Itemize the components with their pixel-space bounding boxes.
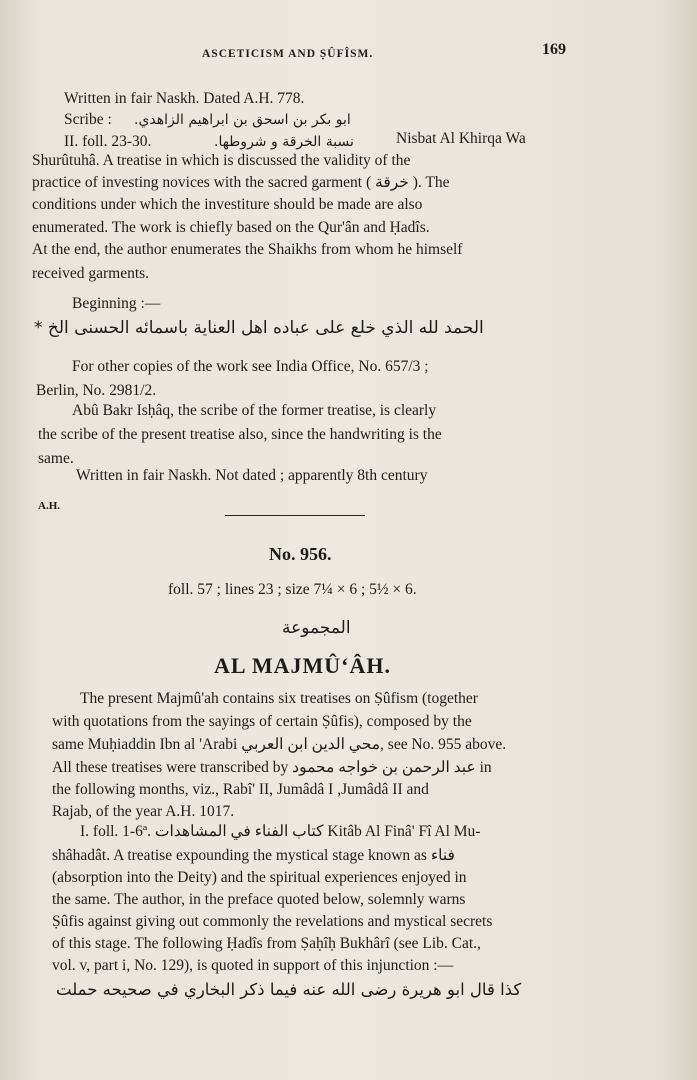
collation: foll. 57 ; lines 23 ; size 7¼ × 6 ; 5½ × 6. [168, 581, 417, 598]
intro-line: the following months, viz., Rabî' II, Jumâdâ I ,Jumâdâ II and [52, 781, 429, 798]
para-line: received garments. [32, 265, 150, 282]
treatise-ii-ref: II. foll. 23-30. [64, 133, 152, 150]
para-line: practice of investing novices with the sacred garment ( خرقة ). The [32, 174, 450, 191]
treatise-i-line: I. foll. 1-6ª. كتاب الفناء في المشاهدات Kitâb Al Finâ' Fî Al Mu- [80, 823, 481, 840]
arabic-title: المجموعة [282, 618, 351, 638]
written-note-2: Written in fair Naskh. Not dated ; apparently 8th century [76, 467, 428, 484]
scribe-label: Scribe : [64, 111, 112, 128]
para-line: At the end, the author enumerates the Shaikhs from whom he himself [32, 241, 463, 258]
running-title: ASCETICISM AND ṢÛFÎSM. [202, 48, 374, 60]
para-line: enumerated. The work is chiefly based on the Qur'ân and Ḥadîs. [32, 219, 430, 236]
entry-number: No. 956. [269, 544, 332, 564]
written-note-2-ah: A.H. [38, 500, 60, 512]
final-arabic: كذا قال ابو هريرة رضى الله عنه فيما ذكر البخاري في صحيحه حملت [56, 980, 522, 999]
scribe-arabic: ابو بكر بن اسحق بن ابراهيم الزاهدي. [134, 112, 351, 128]
copies-line: For other copies of the work see India Office, No. 657/3 ; [72, 358, 429, 375]
treatise-ii-title: Nisbat Al Khirqa Wa [396, 130, 526, 147]
beginning-arabic: الحمد لله الذي خلع على عباده اهل العناية باسمائه الحسنى الخ * [34, 318, 484, 338]
entry-title: AL MAJMÛ‘ÂH. [214, 653, 391, 678]
treatise-i-line: of this stage. The following Ḥadîs from Ṣaḥîḥ Bukhârî (see Lib. Cat., [52, 935, 481, 952]
treatise-i-line: the same. The author, in the preface quoted below, solemnly warns [52, 891, 466, 908]
treatise-i-line: (absorption into the Deity) and the spiritual experiences enjoyed in [52, 869, 467, 886]
intro-line: All these treatises were transcribed by عبد الرحمن بن خواجه محمود in [52, 759, 492, 776]
treatise-i-line: vol. v, part i, No. 129), is quoted in support of this injunction :— [52, 957, 454, 974]
para-line: conditions under which the investiture should be made are also [32, 196, 423, 213]
intro-line: with quotations from the sayings of certain Ṣûfis), composed by the [52, 713, 472, 730]
treatise-i-line: shâhadât. A treatise expounding the mystical stage known as فناء [52, 847, 455, 864]
intro-line: The present Majmû'ah contains six treatises on Ṣûfism (together [80, 690, 478, 707]
scribe-note-line: same. [38, 450, 74, 467]
written-note: Written in fair Naskh. Dated A.H. 778. [64, 90, 305, 107]
scribe-note-line: the scribe of the present treatise also, since the handwriting is the [38, 426, 442, 443]
para-line: Shurûtuhâ. A treatise in which is discussed the validity of the [32, 152, 411, 169]
intro-line: same Muḥiaddin Ibn al 'Arabi محي الدين ابن العربي, see No. 955 above. [52, 736, 507, 753]
treatise-ii-arabic: نسبة الخرقة و شروطها. [214, 134, 354, 150]
treatise-i-line: Ṣûfis against giving out commonly the revelations and mystical secrets [52, 913, 493, 930]
copies-line: Berlin, No. 2981/2. [36, 382, 157, 399]
intro-line: Rajab, of the year A.H. 1017. [52, 803, 235, 820]
section-divider [225, 515, 365, 516]
beginning-label: Beginning :— [72, 295, 161, 312]
page-number: 169 [542, 41, 566, 58]
scribe-note-line: Abû Bakr Isḥâq, the scribe of the former treatise, is clearly [72, 402, 437, 419]
